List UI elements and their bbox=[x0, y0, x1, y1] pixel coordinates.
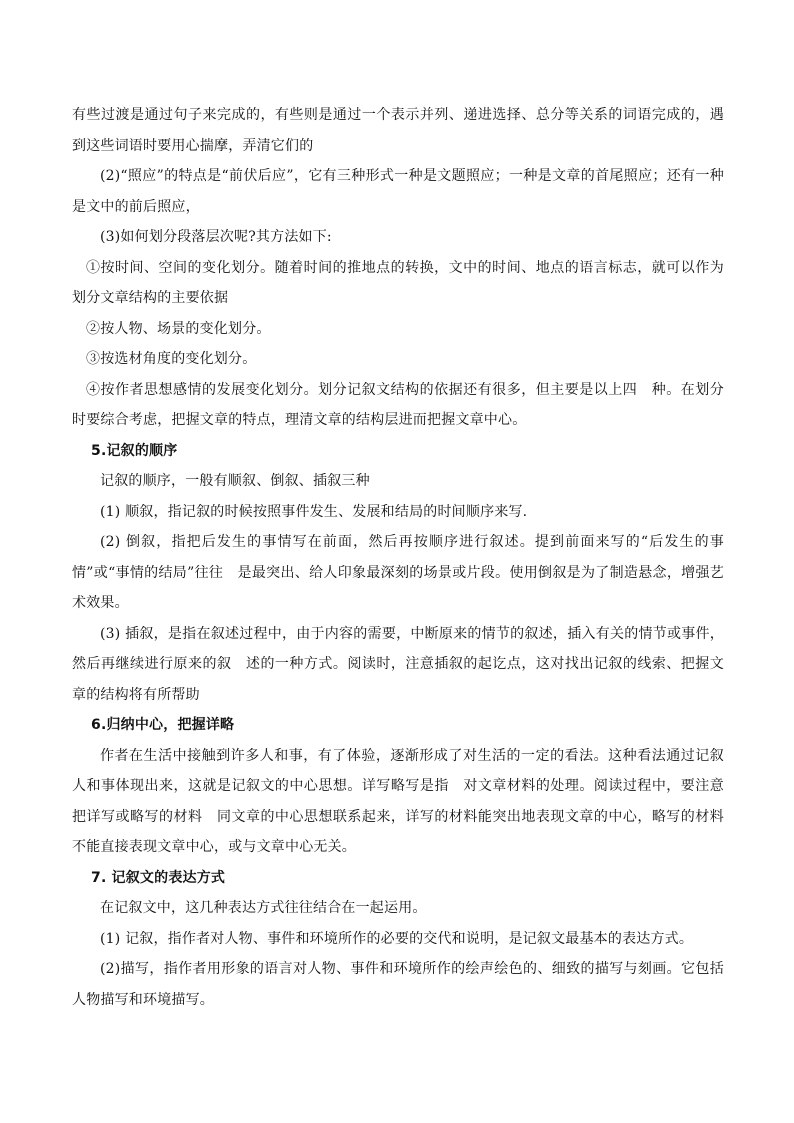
list-item-material-angle: ③按选材角度的变化划分。 bbox=[86, 351, 257, 367]
section-heading-expression: 7. 记叙文的表达方式 bbox=[91, 869, 226, 886]
paragraph-order-types: 记叙的顺序，一般有顺叙、倒叙、插叙三种 bbox=[100, 473, 370, 489]
paragraph-central-idea: 作者在生活中接触到许多人和事，有了体验，逐渐形成了对生活的一定的看法。这种看法通过记叙人和事体现出来，这就是记叙文的中心思想。详写略写是指 对文章材料的处理。阅读过程中，要注意把详写或略写的材料 同文章的中心思想联系起来，详写的材料能突出地表现文章的中心，略写的材料不能直接表现文章中心，或与文章中心无关。 bbox=[72, 747, 724, 855]
paragraph-interpolation: (3) 插叙，是指在叙述过程中，由于内容的需要，中断原来的情节的叙述，插入有关的情节或事件，然后再继续进行原来的叙 述的一种方式。阅读时，注意插叙的起讫点，这对找出记叙的线索、把握文章的结构将有所帮助 bbox=[72, 625, 724, 703]
paragraph-chronological: (1) 顺叙，指记叙的时候按照事件发生、发展和结局的时间顺序来写. bbox=[100, 503, 528, 520]
list-item-time-space: ①按时间、空间的变化划分。随着时间的推地点的转换，文中的时间、地点的语言标志，就可以作为划分文章结构的主要依据 bbox=[72, 259, 724, 306]
paragraph-description: (2)描写，指作者用形象的语言对人物、事件和环境所作的绘声绘色的、细致的描写与刻画。它包括人物描写和环境描写。 bbox=[72, 961, 724, 1008]
paragraph-expression-intro: 在记叙文中，这几种表达方式往往结合在一起运用。 bbox=[100, 900, 427, 916]
paragraph-transition: 有些过渡是通过句子来完成的，有些则是通过一个表示并列、递进选择、总分等关系的词语完成的，遇到这些词语时要用心揣摩，弄清它们的 bbox=[72, 107, 724, 154]
list-item-character-scene: ②按人物、场景的变化划分。 bbox=[86, 320, 271, 337]
list-item-emotion: ④按作者思想感情的发展变化划分。划分记叙文结构的依据还有很多，但主要是以上四 种。在划分时要综合考虑，把握文章的特点，理清文章的结构层进而把握文章中心。 bbox=[72, 381, 724, 428]
document-body bbox=[72, 100, 724, 1015]
paragraph-narration: (1) 记叙，指作者对人物、事件和环境所作的必要的交代和说明，是记叙文最基本的表达方式。 bbox=[100, 930, 694, 947]
section-heading-central-idea: 6.归纳中心，把握详略 bbox=[91, 717, 235, 733]
paragraph-echo: (2)“照应”的特点是“前伏后应”，它有三种形式一种是文题照应；一种是文章的首尾照应；还有一种是文中的前后照应， bbox=[72, 168, 724, 215]
section-heading-narrative-order: 5.记叙的顺序 bbox=[91, 442, 178, 459]
paragraph-flashback: (2) 倒叙，指把后发生的事情写在前面，然后再按顺序进行叙述。提到前面来写的“后发生的事情”或“事情的结局”往往 是最突出、给人印象最深刻的场景或片段。使用倒叙是为了制造悬念，增强艺术效果。 bbox=[72, 534, 724, 611]
paragraph-divide-method: (3)如何划分段落层次呢?其方法如下: bbox=[100, 229, 332, 245]
